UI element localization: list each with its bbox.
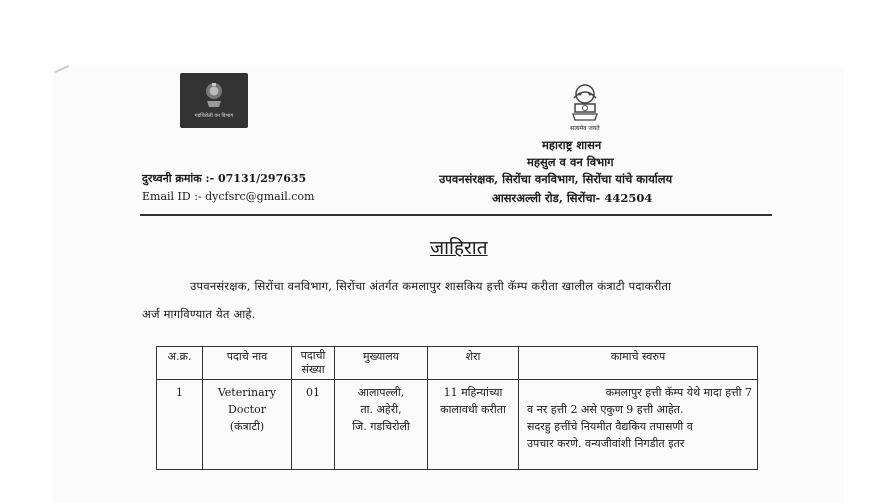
office-address: आसरअल्ली रोड, सिरोंचा- 442504 <box>492 191 653 205</box>
remark-line-1: 11 महिन्यांच्या <box>443 386 503 399</box>
post-line-2: Doctor <box>228 403 266 416</box>
cell-hq <box>335 380 428 470</box>
cell-count: 01 <box>292 380 335 470</box>
logo-caption: गडचिरोली वन विभाग <box>194 113 234 119</box>
hq-line-1: आलापल्ली, <box>357 386 405 399</box>
ashoka-emblem-icon <box>560 80 610 130</box>
office-name: उपवनसंरक्षक, सिरोंचा वनविभाग, सिरोंचा यांचे कार्यालय <box>439 172 673 186</box>
page-title: जाहिरात <box>430 237 488 259</box>
forest-department-logo <box>180 73 248 128</box>
work-line-1: कमलापुर हत्ती कॅम्प येथे मादा हत्ती 7 <box>605 386 752 399</box>
post-line-1: Veterinary <box>217 386 277 399</box>
government-name: महाराष्ट्र शासन <box>542 138 602 152</box>
table-header-row <box>157 347 758 380</box>
vacancy-table <box>156 346 758 470</box>
intro-paragraph-line-2: अर्ज मागविण्यात येत आहे. <box>142 307 256 321</box>
post-line-3: (कंत्राटी) <box>229 420 265 433</box>
col-header-sr: अ.क्र. <box>157 347 203 380</box>
cell-sr: 1 <box>157 380 203 470</box>
table-row <box>157 380 758 470</box>
hq-line-2: ता. अहेरी, <box>360 403 402 416</box>
email-address: Email ID :- dycfsrc@gmail.com <box>142 190 315 203</box>
intro-paragraph-line-1: उपवनसंरक्षक, सिरोंचा वनविभाग, सिरोंचा अंतर्गत कमलापुर शासकिय हत्ती कॅम्प करीता खालील कंत्राटी पदाकरीता <box>190 279 672 293</box>
work-line-2: व नर हत्ती 2 असे एकुण 9 हत्ती आहेत. <box>527 403 684 416</box>
hq-line-3: जि. गडचिरोली <box>352 420 410 433</box>
col-header-hq: मुख्यालय <box>335 347 428 380</box>
remark-line-2: कालावधी करीता <box>440 403 506 416</box>
col-header-post: पदाचे नाव <box>203 347 292 380</box>
col-header-count: पदाची संख्या <box>292 347 335 380</box>
department-name: महसुल व वन विभाग <box>527 155 614 169</box>
work-line-3: सदरहु हत्तींचे नियमीत वैद्यकिय तपासणी व <box>527 420 693 433</box>
work-line-4: उपचार करणे. वन्यजीवांशी निगडीत इतर <box>527 437 685 450</box>
header-divider <box>140 214 772 216</box>
col-header-work: कामाचे स्वरुप <box>519 347 758 380</box>
cell-work <box>519 380 758 470</box>
cell-remark <box>428 380 519 470</box>
badge-emblem-icon <box>202 81 226 109</box>
col-header-remark: शेरा <box>428 347 519 380</box>
phone-number: दुरध्वनी क्रमांक :- 07131/297635 <box>142 172 307 185</box>
emblem-caption: सत्यमेव जयते <box>570 125 600 132</box>
cell-post <box>203 380 292 470</box>
